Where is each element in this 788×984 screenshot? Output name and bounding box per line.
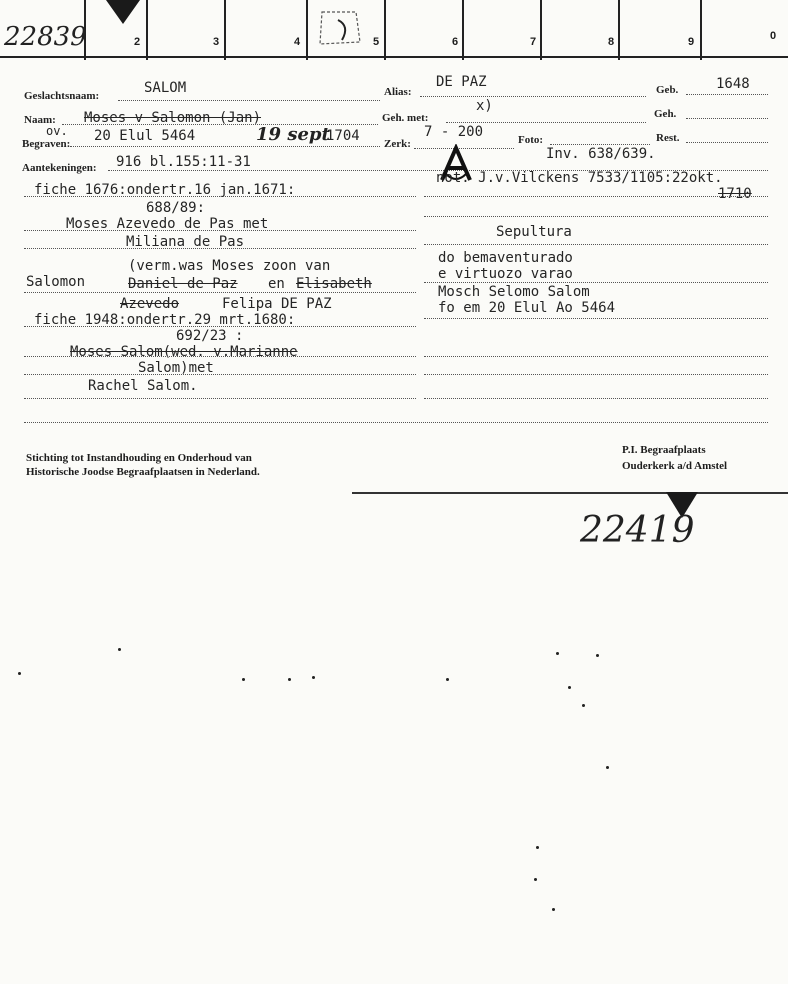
column-number: 3 xyxy=(213,36,220,48)
note-line: 692/23 : xyxy=(176,328,244,344)
note-line: Felipa DE PAZ xyxy=(222,296,332,312)
buried-prefix: ov. xyxy=(46,124,68,138)
note-rule xyxy=(424,244,768,245)
card-number-bottom: 22419 xyxy=(580,510,695,551)
foto-label: Foto: xyxy=(518,134,544,146)
alias-value: DE PAZ xyxy=(436,74,487,90)
note-line: fiche 1948:ondertr.29 mrt.1680: xyxy=(34,312,296,328)
surname-label: Geslachtsnaam: xyxy=(24,90,100,102)
next-card-edge xyxy=(352,492,788,494)
column-number: 7 xyxy=(530,36,537,48)
married-line xyxy=(446,122,646,123)
note-rule xyxy=(24,398,416,399)
note-line: 688/89: xyxy=(146,200,206,216)
surname-value: SALOM xyxy=(144,80,187,96)
foundation-name: Historische Joodse Begraafplaatsen in Nederland. xyxy=(26,466,260,478)
card-number: 22839 xyxy=(4,22,87,52)
epitaph-line: Mosch Selomo Salom xyxy=(438,284,590,300)
note-rule xyxy=(424,318,768,319)
born2-label: Geh. xyxy=(654,108,677,120)
note-line: Salom)met xyxy=(138,360,214,376)
note-rule xyxy=(24,356,416,357)
column-divider xyxy=(224,0,226,60)
married-label: Geh. met: xyxy=(382,112,429,124)
column-divider xyxy=(540,0,542,60)
born-value: 1648 xyxy=(716,76,750,92)
column-divider xyxy=(384,0,386,60)
note-line: Salomon xyxy=(26,274,86,290)
note-rule xyxy=(424,374,768,375)
note-rule xyxy=(424,282,768,283)
alias-label: Alias: xyxy=(384,86,412,98)
rest-line xyxy=(686,142,768,143)
inventory-ref: Inv. 638/639. xyxy=(546,146,656,162)
note-line: Elisabeth xyxy=(296,276,372,292)
cemetery-name: P.I. Begraafplaats xyxy=(622,444,706,456)
column-number: 4 xyxy=(294,36,301,48)
cemetery-location: Ouderkerk a/d Amstel xyxy=(622,460,728,472)
notary-year: 1710 xyxy=(718,186,752,202)
epitaph-line: do bemaventurado xyxy=(438,250,573,266)
note-rule xyxy=(24,196,416,197)
zerk-value: 7 - 200 xyxy=(424,124,484,140)
buried-year: 1704 xyxy=(326,128,360,144)
header-rule xyxy=(0,56,788,58)
note-rule xyxy=(24,326,416,327)
column-number: 6 xyxy=(452,36,459,48)
note-rule xyxy=(424,356,768,357)
note-line: Daniel de Paz xyxy=(128,276,238,292)
buried-label: Begraven: xyxy=(22,138,71,150)
note-line: Azevedo xyxy=(120,296,180,312)
note-rule xyxy=(424,398,768,399)
buried-line xyxy=(70,146,380,147)
column-number: 5 xyxy=(373,36,380,48)
column-divider xyxy=(306,0,308,60)
name-value: Moses v Salomon (Jan) xyxy=(84,110,262,126)
notary-ref: not. J.v.Vilckens 7533/1105:22okt. xyxy=(436,170,723,186)
header-row xyxy=(0,0,788,62)
notes-label: Aantekeningen: xyxy=(22,162,97,174)
column-number: 9 xyxy=(688,36,695,48)
foto-line xyxy=(550,144,650,145)
zerk-label: Zerk: xyxy=(384,138,411,150)
note-line: Miliana de Pas xyxy=(126,234,245,250)
note-line: Rachel Salom. xyxy=(88,378,198,394)
note-rule xyxy=(424,216,768,217)
note-line: Moses Salom(wed. v.Marianne xyxy=(70,344,298,360)
epitaph-line: fo em 20 Elul Ao 5464 xyxy=(438,300,616,316)
note-rule xyxy=(24,422,768,423)
born2-line xyxy=(686,118,768,119)
note-line: (verm.was Moses zoon van xyxy=(128,258,331,274)
rest-label: Rest. xyxy=(656,132,680,144)
note-rule xyxy=(24,292,416,293)
married-value: x) xyxy=(476,98,493,114)
note-line: fiche 1676:ondertr.16 jan.1671: xyxy=(34,182,296,198)
born-label: Geb. xyxy=(656,84,679,96)
column-divider xyxy=(700,0,702,60)
born-line xyxy=(686,94,768,95)
column-divider xyxy=(462,0,464,60)
epitaph-heading: Sepultura xyxy=(496,224,572,240)
column-number: 2 xyxy=(134,36,141,48)
column-divider xyxy=(146,0,148,60)
note-line: en xyxy=(268,276,285,292)
name-label: Naam: xyxy=(24,114,56,126)
buried-value: 20 Elul 5464 xyxy=(94,128,196,144)
note-rule xyxy=(24,230,416,231)
foundation-name: Stichting tot Instandhouding en Onderhoud van xyxy=(26,452,252,464)
notes-value: 916 bl.155:11-31 xyxy=(116,154,251,170)
epitaph-line: e virtuozo varao xyxy=(438,266,573,282)
note-rule xyxy=(24,248,416,249)
column-number: 8 xyxy=(608,36,615,48)
note-rule xyxy=(24,374,416,375)
punch-hole-icon xyxy=(312,8,368,48)
index-tab-marker xyxy=(100,0,146,30)
alias-line xyxy=(420,96,646,97)
column-divider xyxy=(618,0,620,60)
note-line: Moses Azevedo de Pas met xyxy=(66,216,269,232)
note-rule xyxy=(424,196,768,197)
buried-handwritten: 19 sept xyxy=(256,124,330,145)
surname-line xyxy=(118,100,380,101)
column-number: 0 xyxy=(770,30,777,42)
